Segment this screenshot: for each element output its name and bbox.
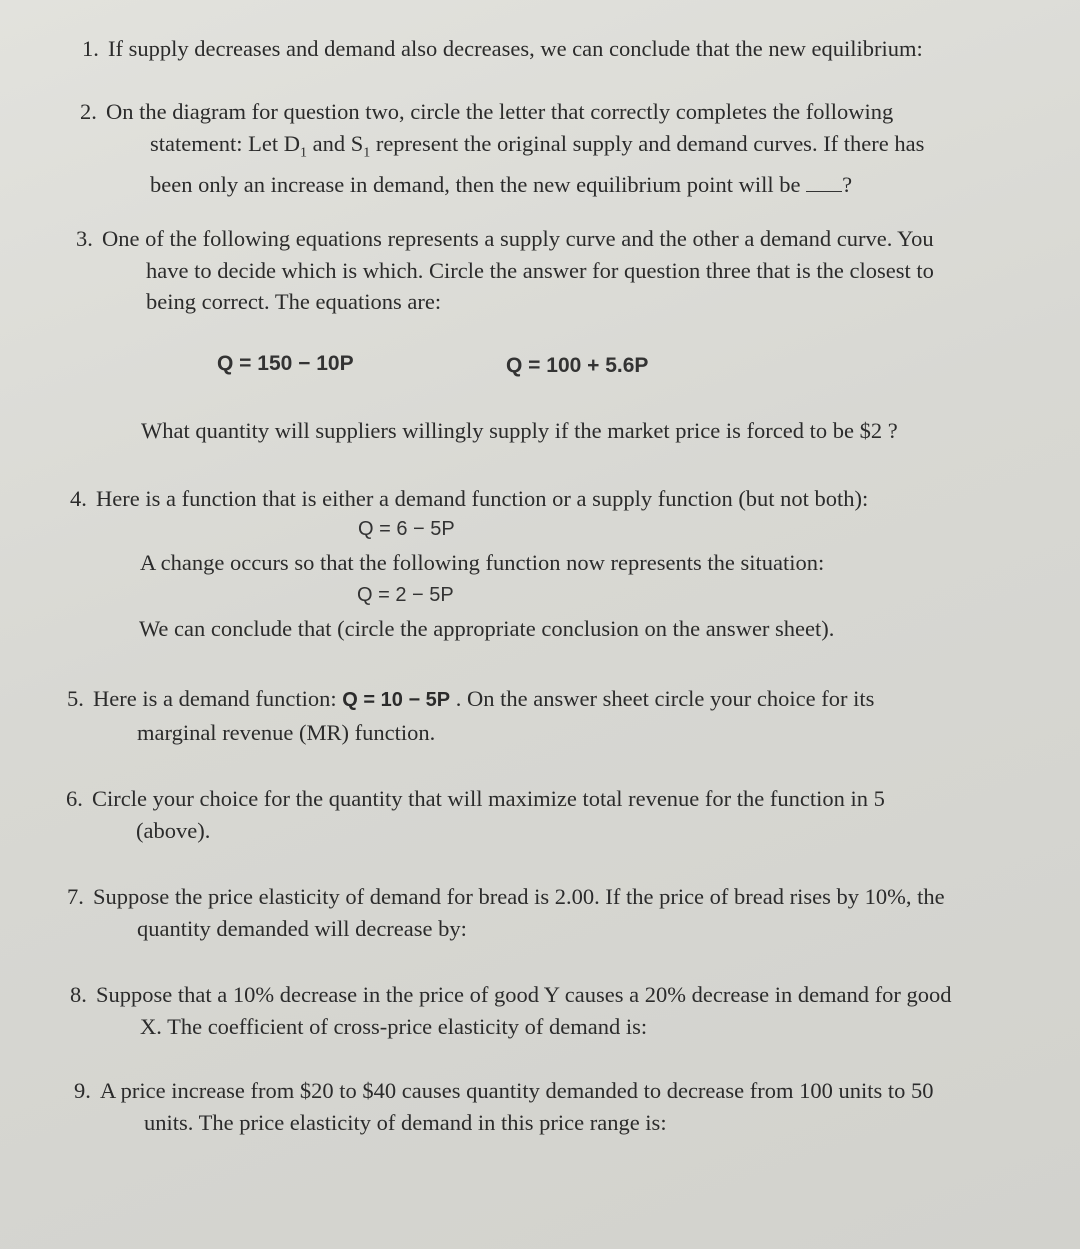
question-7	[67, 881, 945, 944]
question-number: 7.	[67, 884, 84, 909]
question-number: 6.	[66, 786, 83, 811]
question-number: 9.	[74, 1078, 91, 1103]
question-number: 1.	[82, 36, 99, 61]
question-text: have to decide which is which. Circle the answer for question three that is the closest to	[146, 257, 934, 283]
question-6	[66, 783, 885, 846]
question-text: being correct. The equations are:	[146, 289, 442, 314]
question-1	[82, 33, 923, 65]
question-text: marginal revenue (MR) function.	[137, 719, 436, 745]
equation-changed: Q = 2 − 5P	[357, 584, 454, 606]
question-3-followup: What quantity will suppliers willingly supply if the market price is forced to be $2 ?	[141, 418, 898, 443]
question-text: been only an increase in demand, then the new equilibrium point will be ?	[150, 171, 853, 197]
question-4	[70, 483, 868, 515]
question-text: On the diagram for question two, circle the letter that correctly completes the following	[106, 99, 894, 124]
question-text: A price increase from $20 to $40 causes quantity demanded to decrease from 100 units to 50	[100, 1078, 934, 1103]
question-text: Here is a demand function: Q = 10 − 5P . On the answer sheet circle your choice for its	[93, 686, 875, 711]
question-text: Suppose the price elasticity of demand for bread is 2.00. If the price of bread rises by 10%, the	[93, 884, 945, 909]
question-8	[70, 979, 952, 1042]
question-3	[76, 223, 934, 318]
question-text: statement: Let $D_1$ and $S_1$ represent the original supply and demand curves. If there has	[150, 130, 925, 160]
equation-supply-demand-2: Q = 100 + 5.6P	[506, 354, 649, 377]
question-number: 3.	[76, 226, 93, 251]
question-text: quantity demanded will decrease by:	[137, 915, 467, 941]
question-text: One of the following equations represents a supply curve and the other a demand curve. You	[102, 226, 934, 251]
question-text: We can conclude that (circle the appropriate conclusion on the answer sheet).	[139, 616, 835, 641]
question-text: X. The coefficient of cross-price elasticity of demand is:	[140, 1013, 648, 1039]
question-text: Suppose that a 10% decrease in the price of good Y causes a 20% decrease in demand for good	[96, 982, 952, 1007]
question-text: Circle your choice for the quantity that will maximize total revenue for the function in 5	[92, 786, 885, 811]
question-number: 5.	[67, 686, 84, 711]
question-number: 2.	[80, 99, 97, 124]
question-number: 8.	[70, 982, 87, 1007]
demand-function: Q = 10 − 5P	[342, 689, 451, 711]
question-5	[67, 683, 874, 748]
equation-original: Q = 6 − 5P	[358, 518, 455, 540]
question-text: A change occurs so that the following function now represents the situation:	[140, 550, 825, 575]
question-text: units. The price elasticity of demand in this price range is:	[144, 1109, 667, 1135]
equation-supply-demand-1: Q = 150 − 10P	[217, 352, 354, 375]
question-2	[80, 96, 924, 200]
question-text: If supply decreases and demand also decreases, we can conclude that the new equilibrium:	[108, 36, 923, 61]
question-9	[74, 1075, 934, 1138]
question-text: (above).	[136, 817, 211, 843]
question-text: Here is a function that is either a demand function or a supply function (but not both):	[96, 486, 869, 511]
question-number: 4.	[70, 486, 87, 511]
answer-blank	[806, 173, 842, 192]
